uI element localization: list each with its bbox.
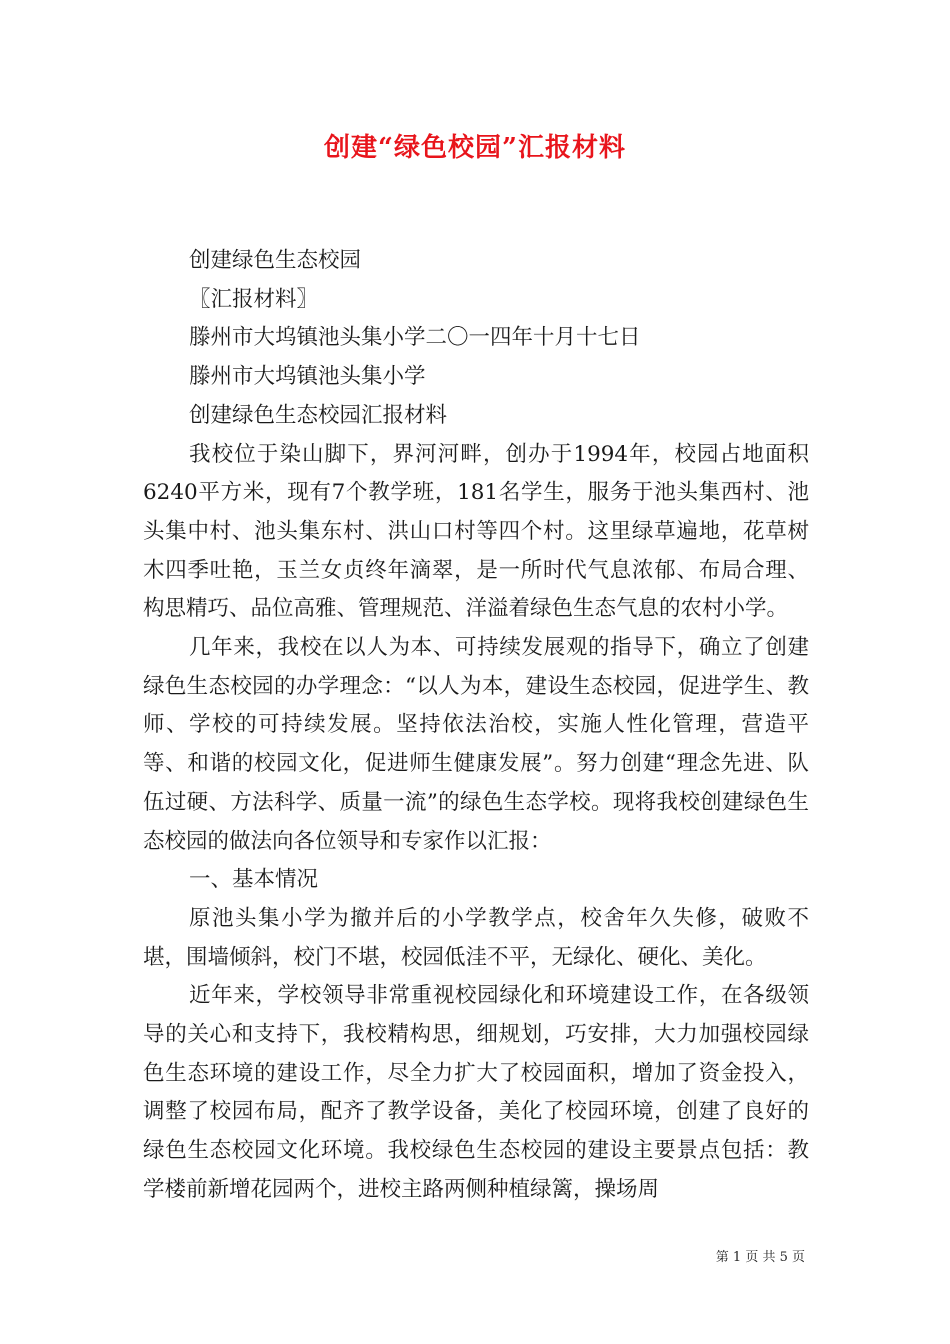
header-line: 创建绿色生态校园 (189, 248, 362, 273)
header-line: 〖汇报材料〗 (189, 286, 319, 312)
header-line: 滕州市大坞镇池头集小学 (189, 364, 426, 390)
body-paragraph: 几年来，我校在以人为本、可持续发展观的指导下，确立了创建绿色生态校园的办学理念：“以人为本，建设生态校园，促进学生、教师、学校的可持续发展。坚持依法治校，实施人性化管理，营造平等、和谐的校园文化，促进师生健康发展”。努力创建“理念先进、队伍过硬、方法科学、质量一流”的绿色生态学校。现将我校创建绿色生态校园的做法向各位领导和专家作以汇报： (143, 635, 809, 854)
section-heading: 一、基本情况 (189, 867, 319, 893)
header-line: 创建绿色生态校园汇报材料 (189, 402, 448, 428)
page-number: 第 1 页 共 5 页 (715, 1250, 805, 1265)
document-body (143, 242, 809, 1210)
body-paragraph: 我校位于染山脚下，界河河畔，创办于1994年，校园占地面积6240平方米，现有7个教学班，181名学生，服务于池头集西村、池头集中村、池头集东村、洪山口村等四个村。这里绿草遍地，花草树木四季吐艳，玉兰女贞终年滴翠，是一所时代气息浓郁、布局合理、构思精巧、品位高雅、管理规范、洋溢着绿色生态气息的农村小学。 (143, 441, 809, 622)
body-paragraph: 近年来，学校领导非常重视校园绿化和环境建设工作，在各级领导的关心和支持下，我校精构思，细规划，巧安排，大力加强校园绿色生态环境的建设工作，尽全力扩大了校园面积，增加了资金投入，调整了校园布局，配齐了教学设备，美化了校园环境，创建了良好的绿色生态校园文化环境。我校绿色生态校园的建设主要景点包括：教学楼前新增花园两个，进校主路两侧种植绿篱，操场周 (143, 983, 809, 1202)
body-paragraph: 原池头集小学为撤并后的小学教学点，校舍年久失修，破败不堪，围墙倾斜，校门不堪，校园低洼不平，无绿化、硬化、美化。 (143, 905, 809, 970)
header-line: 滕州市大坞镇池头集小学二〇一四年十月十七日 (189, 325, 641, 351)
document-title: 创建“绿色校园”汇报材料 (324, 133, 626, 163)
